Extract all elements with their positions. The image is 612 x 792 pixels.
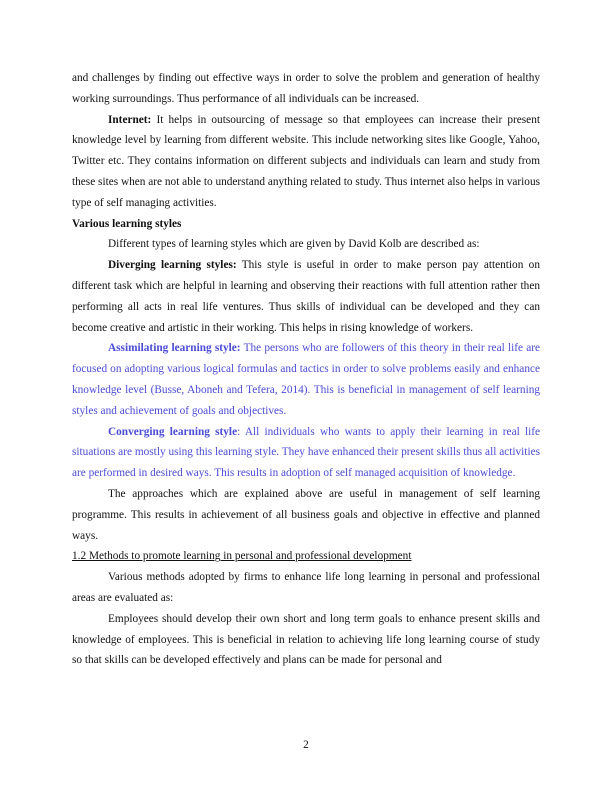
paragraph-diverging [72, 255, 540, 338]
diverging-text: This style is useful in order to make person pay attention on different task which are helpful in learning and observing their reactions with full attention rather then performing all acts in real life ventures. Thus skills of individual can be developed and they can become creative and artistic in their working. This helps in rising knowledge of workers. [72, 259, 540, 334]
diverging-label: Diverging learning styles: [108, 259, 237, 272]
internet-label: Internet: [108, 113, 152, 126]
paragraph-kolb-intro: Different types of learning styles which are given by David Kolb are described as: [108, 238, 480, 251]
converging-label: Converging learning style [108, 425, 238, 438]
paragraph-goals: Employees should develop their own short and long term goals to enhance present skills and knowledge of employees. This is beneficial in relation to achieving life long learning course of study so that skills can be developed effectively and plans can be made for personal and [72, 612, 540, 667]
document-body [72, 68, 540, 671]
subsection-heading: 1.2 Methods to promote learning in personal and professional development [72, 550, 412, 563]
paragraph-intro-continuation: and challenges by finding out effective ways in order to solve the problem and generation of healthy working surroundings. Thus performance of all individuals can be increased. [72, 72, 540, 105]
assimilating-text: The persons who are followers of this theory in their real life are focused on adopting various logical formulas and tactics in order to solve problems easily and enhance knowledge level (Busse, Aboneh and Tefera, 2014). This is beneficial in management of self learning styles and achievement of goals and objectives. [72, 342, 540, 417]
paragraph-converging [72, 422, 540, 484]
page-number: 2 [303, 739, 309, 751]
internet-text: It helps in outsourcing of message so that employees can increase their present knowledge level by learning from different website. This include networking sites like Google, Yahoo, Twitter etc. They contains information on different subjects and individuals can learn and study from these sites when are not able to understand anything related to study. Thus internet also helps in various type of self managing activities. [72, 113, 540, 209]
converging-text: : All individuals who wants to apply their learning in real life situations are mostly using this learning style. They have enhanced their present skills thus all activities are performed in desired ways. This results in adoption of self managed acquisition of knowledge. [72, 425, 541, 480]
paragraph-approaches: The approaches which are explained above are useful in management of self learning programme. This results in achievement of all business goals and objective in effective and planned ways. [72, 487, 540, 542]
section-heading: Various learning styles [72, 217, 182, 230]
assimilating-label: Assimilating learning style: [108, 342, 241, 355]
paragraph-internet [72, 110, 540, 214]
paragraph-methods-intro: Various methods adopted by firms to enhance life long learning in personal and professional areas are evaluated as: [72, 571, 540, 604]
paragraph-assimilating [72, 338, 540, 421]
